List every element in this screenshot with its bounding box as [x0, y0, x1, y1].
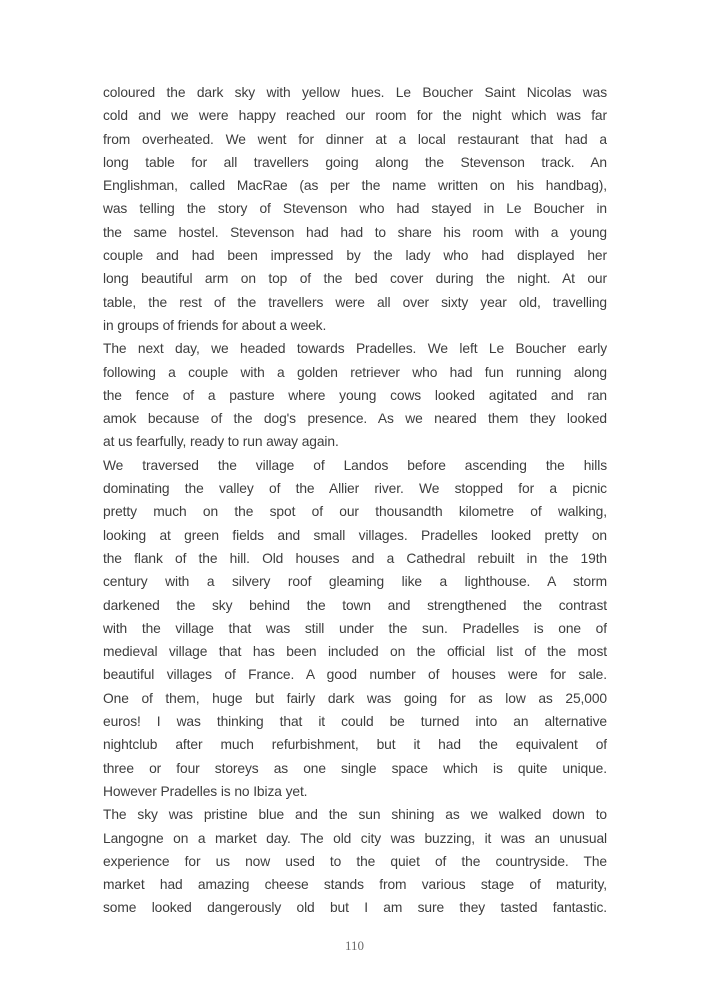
text-line: the fence of a pasture where young cows looked agitated and ran [103, 387, 607, 403]
text-line: pretty much on the spot of our thousandth kilometre of walking, [103, 504, 607, 520]
text-line: Englishman, called MacRae (as per the name written on his handbag), [103, 178, 607, 194]
text-line: nightclub after much refurbishment, but it had the equivalent of [103, 737, 607, 753]
text-line: couple and had been impressed by the lady who had displayed her [103, 248, 607, 264]
text-line: some looked dangerously old but I am sure they tasted fantastic. [103, 900, 607, 916]
text-line: The next day, we headed towards Pradelles. We left Le Boucher early [103, 341, 607, 357]
text-line: table, the rest of the travellers were all over sixty year old, travelling [103, 294, 607, 310]
text-line: following a couple with a golden retriever who had fun running along [103, 364, 607, 380]
text-line: dominating the valley of the Allier river. We stopped for a picnic [103, 481, 607, 497]
text-line: beautiful villages of France. A good number of houses were for sale. [103, 667, 607, 683]
text-line: century with a silvery roof gleaming like a lighthouse. A storm [103, 574, 607, 590]
text-line: We traversed the village of Landos before ascending the hills [103, 457, 607, 473]
text-line: market had amazing cheese stands from various stage of maturity, [103, 877, 607, 893]
text-line: from overheated. We went for dinner at a local restaurant that had a [103, 131, 607, 147]
page-number: 110 [344, 938, 365, 953]
text-line: medieval village that has been included on the official list of the most [103, 644, 607, 660]
text-line: looking at green fields and small villages. Pradelles looked pretty on [103, 527, 607, 543]
text-line: long beautiful arm on top of the bed cover during the night. At our [103, 271, 607, 287]
text-line: amok because of the dog's presence. As we neared them they looked [103, 411, 607, 427]
text-line: the same hostel. Stevenson had had to share his room with a young [103, 224, 607, 240]
paragraph [103, 81, 607, 337]
text-line: in groups of friends for about a week. [103, 317, 327, 333]
text-line: the flank of the hill. Old houses and a Cathedral rebuilt in the 19th [103, 550, 607, 566]
text-line: with the village that was still under the sun. Pradelles is one of [103, 620, 607, 636]
text-line: However Pradelles is no Ibiza yet. [103, 783, 308, 799]
text-line: was telling the story of Stevenson who had stayed in Le Boucher in [103, 201, 607, 217]
text-line: at us fearfully, ready to run away again. [103, 434, 339, 450]
paragraph [103, 803, 607, 919]
paragraph [103, 337, 607, 453]
text-line: three or four storeys as one single space which is quite unique. [103, 760, 607, 776]
text-line: euros! I was thinking that it could be turned into an alternative [103, 714, 607, 730]
text-line: cold and we were happy reached our room for the night which was far [103, 108, 607, 124]
text-line: coloured the dark sky with yellow hues. Le Boucher Saint Nicolas was [103, 85, 607, 100]
text-line: One of them, huge but fairly dark was going for as low as 25,000 [103, 690, 607, 706]
text-line: Langogne on a market day. The old city was buzzing, it was an unusual [103, 830, 607, 846]
paragraph [103, 454, 607, 803]
text-line: The sky was pristine blue and the sun shining as we walked down to [103, 807, 607, 823]
text-line: experience for us now used to the quiet of the countryside. The [103, 853, 607, 869]
text-line: long table for all travellers going along the Stevenson track. An [103, 154, 607, 170]
body-text [103, 81, 607, 920]
text-line: darkened the sky behind the town and strengthened the contrast [103, 597, 607, 613]
